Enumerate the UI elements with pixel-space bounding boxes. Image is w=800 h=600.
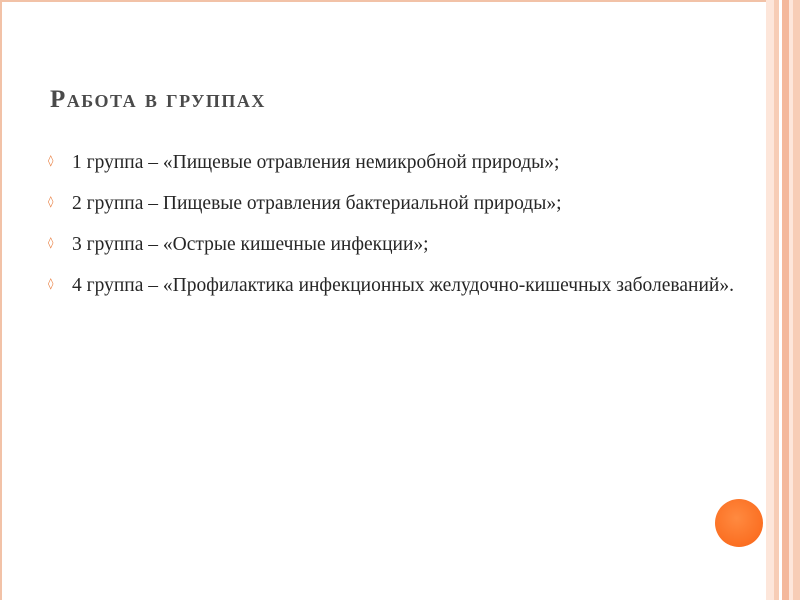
right-stripes-decoration — [766, 0, 800, 600]
diamond-bullet-icon: ◊ — [48, 195, 54, 208]
bullet-list — [48, 148, 740, 312]
bullet-item-2 — [48, 189, 740, 218]
slide-title: Работа в группах — [50, 86, 266, 113]
left-border-decoration — [0, 0, 2, 600]
bullet-item-4 — [48, 271, 740, 300]
diamond-bullet-icon: ◊ — [48, 236, 54, 249]
stripe — [782, 0, 789, 600]
diamond-bullet-icon: ◊ — [48, 277, 54, 290]
bullet-text: 2 группа – Пищевые отравления бактериальной природы»; — [72, 193, 562, 214]
bullet-item-1 — [48, 148, 740, 177]
top-border-decoration — [0, 0, 800, 2]
stripe — [793, 0, 800, 600]
bullet-item-3 — [48, 230, 740, 259]
orange-circle-decoration — [715, 499, 763, 547]
bullet-text: 3 группа – «Острые кишечные инфекции»; — [72, 234, 429, 255]
bullet-text: 4 группа – «Профилактика инфекционных желудочно-кишечных заболеваний». — [72, 275, 734, 296]
bullet-text: 1 группа – «Пищевые отравления немикробной природы»; — [72, 152, 560, 173]
stripe — [766, 0, 774, 600]
diamond-bullet-icon: ◊ — [48, 154, 54, 167]
